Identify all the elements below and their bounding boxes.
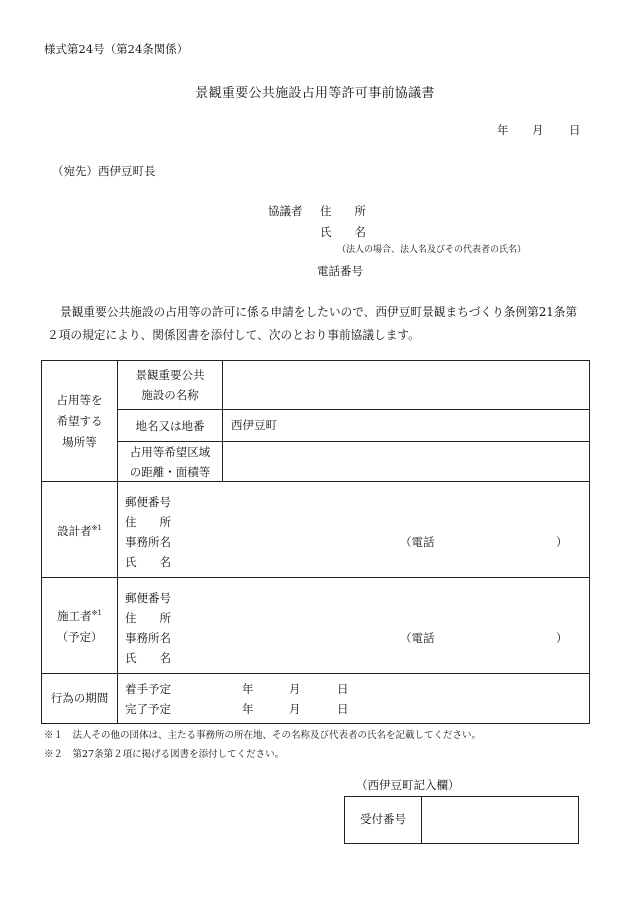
lot-field[interactable]: 西伊豆町 (231, 417, 277, 432)
contractor-postal-label: 郵便番号 (125, 591, 171, 605)
receipt-box (344, 796, 579, 844)
contractor-note-mark: ※1 (91, 609, 102, 617)
date-year: 年 (497, 123, 509, 137)
contractor-tel-open: （電話 (400, 631, 435, 645)
contractor-sub-label: （予定） (56, 630, 103, 644)
application-table (41, 360, 590, 724)
body-text: 景観重要公共施設の占用等の許可に係る申請をしたいので、西伊豆町景観まちづくり条例第21条第２項の規定により、関係図書を添付して、次のとおり事前協議します。 (47, 305, 578, 342)
lot-row (118, 409, 589, 441)
location-label-text: 占用等を希望する場所等 (56, 392, 103, 449)
designer-section (42, 481, 589, 577)
designer-label: 設計者$^{※1}$ (42, 482, 118, 577)
footnote-2: ※２ 第27条第２項に掲げる図書を添付してください。 (44, 749, 285, 760)
office-use-heading: （西伊豆町記入欄） (356, 778, 460, 792)
period-start-line: 着手予定 年 月 日 (125, 679, 589, 699)
designer-postal-label: 郵便番号 (125, 495, 171, 509)
date-line (497, 124, 581, 138)
lot-label: 地名又は地番 (118, 410, 223, 441)
date-month: 月 (532, 123, 544, 137)
period-end-label: 完了予定 (125, 702, 171, 716)
area-field[interactable] (223, 442, 589, 481)
contractor-fields[interactable] (118, 578, 589, 673)
contractor-address-label: 住 所 (125, 611, 171, 625)
location-label (42, 361, 118, 481)
period-label: 行為の期間 (42, 674, 118, 723)
receipt-number-field[interactable] (422, 797, 578, 843)
facility-name-label: 景観重要公共施設の名称 (118, 361, 223, 409)
period-fields[interactable] (118, 674, 589, 723)
receipt-label: 受付番号 (345, 797, 422, 843)
applicant-address-label: 住 所 (320, 204, 366, 218)
contractor-section (42, 577, 589, 673)
applicant-name-label: 氏 名 (320, 225, 366, 239)
designer-office-label: 事務所名 (125, 535, 171, 549)
designer-name-label: 氏 名 (125, 555, 171, 569)
area-label: 占用等希望区域の距離・面積等 (118, 442, 223, 481)
applicant-phone-label: 電話番号 (317, 264, 363, 278)
facility-name-field[interactable] (223, 361, 589, 409)
designer-tel-close: ） (556, 535, 568, 549)
facility-name-row (118, 361, 589, 409)
form-number: 様式第24号（第24条関係） (44, 42, 189, 56)
footnotes (44, 726, 481, 764)
contractor-tel-close: ） (556, 631, 568, 645)
period-section (42, 673, 589, 723)
contractor-name-label: 氏 名 (125, 651, 171, 665)
document-title: 景観重要公共施設占用等許可事前協議書 (195, 86, 435, 101)
addressee: （宛先）西伊豆町長 (52, 164, 156, 178)
applicant-role: 協議者 (268, 204, 303, 218)
location-section (42, 361, 589, 481)
date-day: 日 (569, 123, 581, 137)
area-row (118, 441, 589, 481)
corporate-note: （法人の場合、法人名及びその代表者の氏名） (337, 245, 527, 255)
footnote-1: ※１ 法人その他の団体は、主たる事務所の所在地、その名称及び代表者の氏名を記載してください。 (44, 730, 482, 741)
designer-note-mark: ※1 (91, 523, 102, 532)
contractor-office-label: 事務所名 (125, 631, 171, 645)
period-end-line: 完了予定 年 月 日 (125, 699, 589, 719)
period-start-label: 着手予定 (125, 682, 171, 696)
designer-fields[interactable] (118, 482, 589, 577)
designer-tel-open: （電話 (400, 535, 435, 549)
designer-address-label: 住 所 (125, 515, 171, 529)
contractor-label: 施工者$^{※1}$ （予定） (42, 578, 118, 673)
